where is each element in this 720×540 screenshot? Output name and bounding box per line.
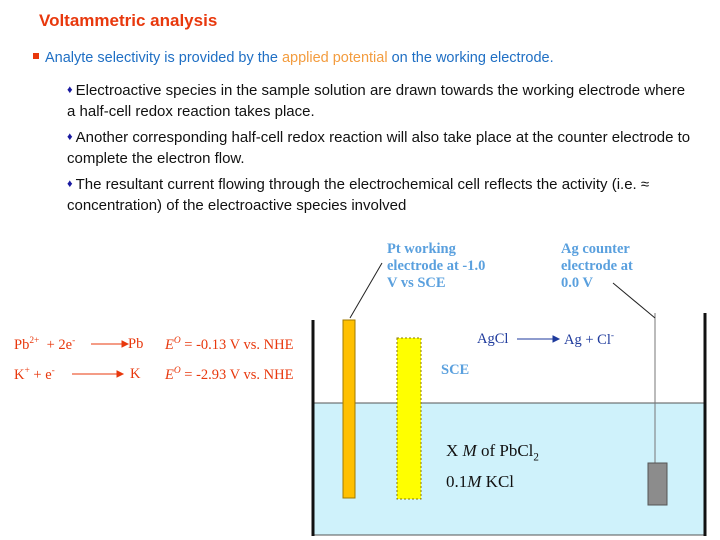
sub-bullet-2	[67, 127, 697, 169]
working-electrode-label: Pt working electrode at -1.0 V vs SCE	[387, 241, 486, 291]
lead-text-end: on the working electrode.	[387, 50, 554, 66]
agcl-reactant: AgCl	[477, 331, 509, 347]
working-pointer	[350, 263, 382, 318]
diamond-bullet-icon: ♦	[67, 178, 73, 190]
highlight-text: applied potential	[281, 50, 388, 66]
diamond-bullet-icon: ♦	[67, 131, 73, 143]
bullet-text: Another corresponding half-cell redox reaction will also take place at the counter electrode to complete the electron flow.	[67, 129, 691, 167]
lead-text: Analyte selectivity is provided by the	[45, 50, 282, 66]
lead-bullet	[33, 50, 554, 66]
sce-electrode	[397, 338, 421, 499]
arrow-agcl	[517, 336, 559, 342]
arrow-pb	[91, 341, 128, 347]
sub-bullet-3	[67, 174, 697, 216]
arrow-k	[72, 371, 123, 377]
solution-kcl: 0.1M KCl	[446, 472, 515, 491]
pt-working-electrode	[343, 320, 355, 498]
solution-pbcl2: X M of PbCl$_2$	[446, 441, 539, 464]
diamond-bullet-icon: ♦	[67, 84, 73, 96]
bullet-text: The resultant current flowing through the electrochemical cell reflects the activity (i.e. ≈ concentration) of the electroactive species involved	[67, 176, 650, 214]
agcl-products: Ag + Cl-	[564, 331, 614, 348]
sce-label: SCE	[441, 362, 470, 378]
reaction-pb: $Pb^{2+} + 2e^-$ Pb $E^O = -0.13$ V vs. NHE	[14, 336, 294, 353]
reaction-k: K+ + e- K $E^O = -2.93$ V vs. NHE	[14, 366, 294, 383]
bullet-text: Electroactive species in the sample solution are drawn towards the working electrode where a half-cell redox reaction takes place.	[67, 82, 686, 120]
square-bullet-icon	[33, 53, 39, 59]
page-title: Voltammetric analysis	[39, 11, 218, 30]
sub-bullet-1	[67, 80, 697, 122]
ag-counter-electrode	[648, 463, 667, 505]
solution	[313, 403, 705, 535]
counter-electrode-label: Ag counter electrode at 0.0 V	[561, 241, 633, 291]
